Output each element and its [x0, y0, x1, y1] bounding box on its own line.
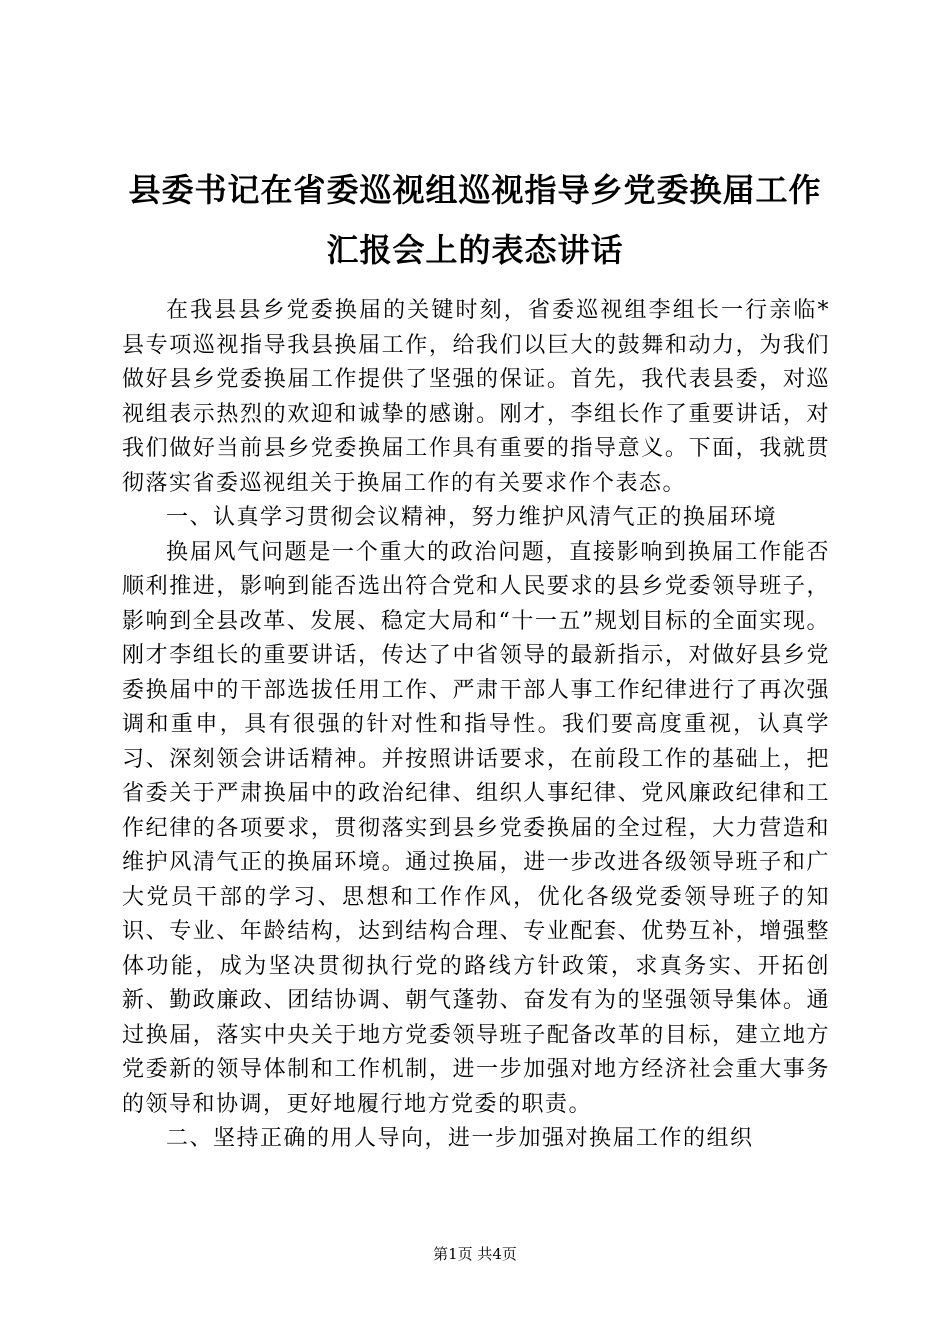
document-body	[122, 294, 830, 1157]
section-heading-1: 一、认真学习贯彻会议精神，努力维护风清气正的换届环境	[166, 505, 778, 530]
paragraph-section-1: 换届风气问题是一个重大的政治问题，直接影响到换届工作能否顺利推进，影响到能否选出符合党和人民要求的县乡党委领导班子，影响到全县改革、发展、稳定大局和“十一五”规划目标的全面实现。刚才李组长的重要讲话，传达了中省领导的最新指示，对做好县乡党委换届中的干部选拔任用工作、严肃干部人事工作纪律进行了再次强调和重申，具有很强的针对性和指导性。我们要高度重视，认真学习、深刻领会讲话精神。并按照讲话要求，在前段工作的基础上，把省委关于严肃换届中的政治纪律、组织人事纪律、党风廉政纪律和工作纪律的各项要求，贯彻落实到县乡党委换届的全过程，大力营造和维护风清气正的换届环境。通过换届，进一步改进各级领导班子和广大党员干部的学习、思想和工作作风，优化各级党委领导班子的知识、专业、年龄结构，达到结构合理、专业配套、优势互补，增强整体功能，成为坚决贯彻执行党的路线方针政策，求真务实、开拓创新、勤政廉政、团结协调、朝气蓬勃、奋发有为的坚强领导集体。通过换届，落实中央关于地方党委领导班子配备改革的目标，建立地方党委新的领导体制和工作机制，进一步加强对地方经济社会重大事务的领导和协调，更好地履行地方党委的职责。	[122, 539, 830, 1117]
section-heading-2: 二、坚持正确的用人导向，进一步加强对换届工作的组织	[166, 1126, 754, 1151]
paragraph-intro: 在我县县乡党委换届的关键时刻，省委巡视组李组长一行亲临*县专项巡视指导我县换届工作，给我们以巨大的鼓舞和动力，为我们做好县乡党委换届工作提供了坚强的保证。首先，我代表县委，对巡视组表示热烈的欢迎和诚挚的感谢。刚才，李组长作了重要讲话，对我们做好当前县乡党委换届工作具有重要的指导意义。下面，我就贯彻落实省委巡视组关于换届工作的有关要求作个表态。	[122, 298, 830, 496]
document-title: 县委书记在省委巡视组巡视指导乡党委换届工作汇报会上的表态讲话	[128, 171, 822, 269]
page-number-footer: 第1页 共4页	[433, 1245, 517, 1263]
